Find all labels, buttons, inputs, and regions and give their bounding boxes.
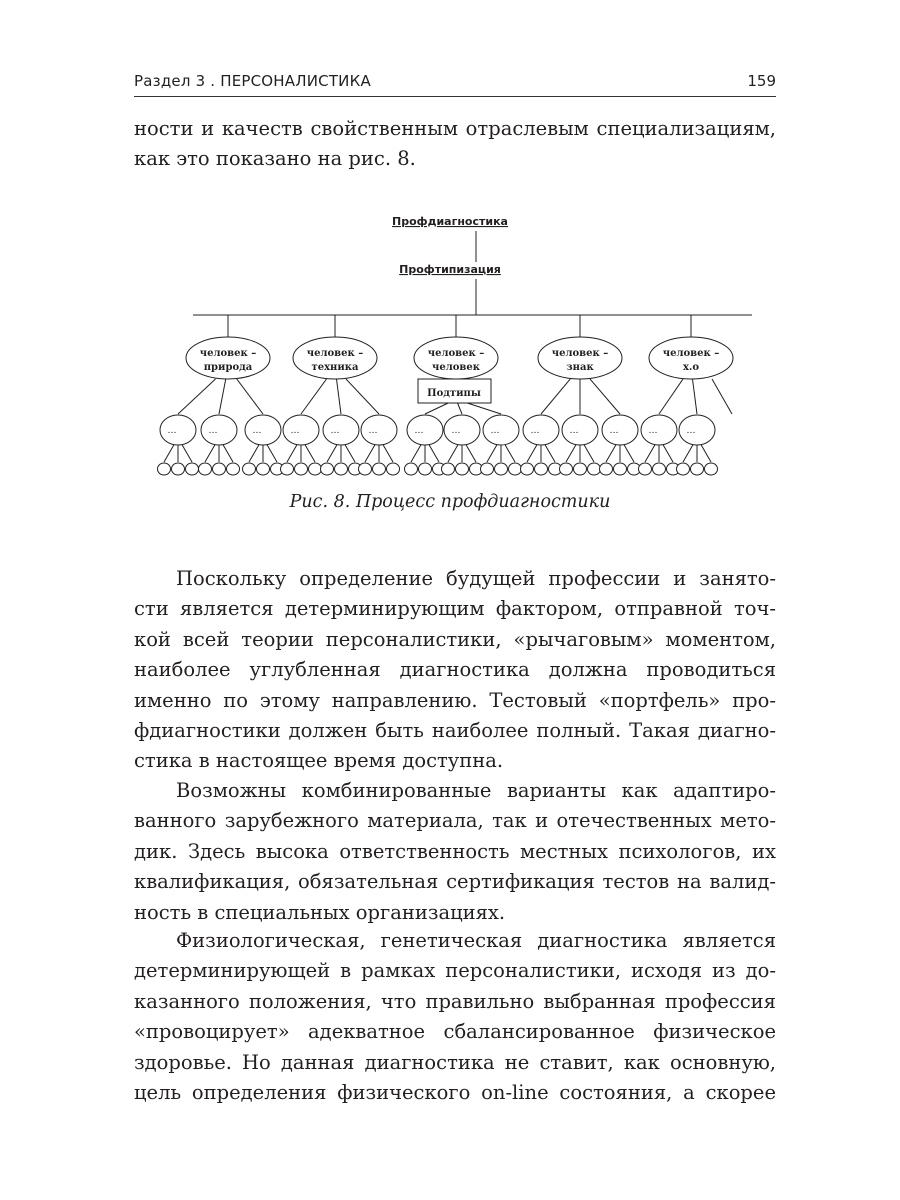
- connector-line: [659, 379, 683, 414]
- connector-line: [590, 379, 620, 414]
- second-label: Профтипизация: [399, 263, 501, 276]
- group-label-line1: человек –: [199, 348, 257, 359]
- text-line: казанного положения, что правильно выбранная профессия: [134, 989, 776, 1013]
- subtype-placeholder: …: [569, 426, 579, 436]
- leaf-node: [509, 463, 522, 475]
- leaf-node: [614, 463, 627, 475]
- leaf-node: [321, 463, 334, 475]
- subtype-node: [562, 415, 598, 445]
- connector-line: [219, 379, 226, 414]
- subtype-placeholder: …: [648, 426, 658, 436]
- connector-line: [693, 379, 698, 414]
- subtype-ellipse: [407, 415, 443, 445]
- subtype-ellipse: [602, 415, 638, 445]
- subtype-node: [483, 415, 519, 445]
- subtype-ellipse: [201, 415, 237, 445]
- subtype-placeholder: …: [167, 426, 177, 436]
- leaf-node: [243, 463, 256, 475]
- subtype-node: [323, 415, 359, 445]
- text-line: Возможны комбинированные варианты как адаптиро-: [176, 779, 776, 802]
- connector-line: [237, 379, 263, 414]
- page-number: 159: [747, 72, 776, 90]
- subtype-node: [523, 415, 559, 445]
- text-line: ность в специальных организациях.: [134, 900, 506, 924]
- paragraph-2: [134, 776, 776, 928]
- subtype-ellipse: [562, 415, 598, 445]
- leaf-node: [387, 463, 400, 475]
- connector-line: [182, 445, 192, 462]
- subtype-placeholder: …: [368, 426, 378, 436]
- connector-line: [249, 445, 259, 462]
- text-line: сти является детерминирующим фактором, отправной точ-: [134, 597, 776, 621]
- connector-line: [337, 379, 342, 414]
- leaf-node: [535, 463, 548, 475]
- leaf-node: [574, 463, 587, 475]
- subtype-node: [245, 415, 281, 445]
- group-node: [649, 337, 733, 379]
- leaf-node: [373, 463, 386, 475]
- group-label-line1: человек –: [427, 348, 485, 359]
- connector-line: [301, 379, 327, 414]
- connector-line: [305, 445, 315, 462]
- connector-line: [624, 445, 634, 462]
- subtype-node: [407, 415, 443, 445]
- subtype-placeholder: …: [208, 426, 218, 436]
- connector-line: [566, 445, 576, 462]
- leaf-node: [639, 463, 652, 475]
- subtype-ellipse: [483, 415, 519, 445]
- group-node: [293, 337, 377, 379]
- group-label-line1: человек –: [551, 348, 609, 359]
- leaf-node: [691, 463, 704, 475]
- text-line: ванного зарубежного материала, так и отечественных мето-: [134, 809, 776, 833]
- subtype-node: [160, 415, 196, 445]
- subtype-placeholder: …: [330, 426, 340, 436]
- connector-line: [487, 445, 497, 462]
- text-line: Поскольку определение будущей профессии и занято-: [176, 567, 776, 590]
- subtype-node: [641, 415, 677, 445]
- leaf-node: [405, 463, 418, 475]
- leaf-node: [257, 463, 270, 475]
- subtype-ellipse: [283, 415, 319, 445]
- connector-line: [466, 445, 476, 462]
- leaf-node: [495, 463, 508, 475]
- text-line: цель определения физического on-line состояния, а скорее: [134, 1081, 776, 1105]
- text-line: квалификация, обязательная сертификация тестов на валид-: [134, 870, 776, 894]
- group-label-line2: природа: [203, 362, 253, 373]
- subtypes-label: Подтипы: [427, 388, 481, 399]
- subtype-placeholder: …: [490, 426, 500, 436]
- connector-line: [527, 445, 537, 462]
- subtypes-box: [418, 379, 491, 403]
- subtype-node: [283, 415, 319, 445]
- leaf-node: [295, 463, 308, 475]
- connector-line: [505, 445, 515, 462]
- subtype-placeholder: …: [609, 426, 619, 436]
- figure-caption: Рис. 8. Процесс профдиагностики: [289, 492, 611, 512]
- group-label-line2: х.о: [682, 362, 700, 373]
- text-line: как это показано на рис. 8.: [134, 147, 416, 171]
- subtype-placeholder: …: [414, 426, 424, 436]
- subtype-ellipse: [361, 415, 397, 445]
- leaf-node: [213, 463, 226, 475]
- text-line: дик. Здесь высока ответственность местных психологов, их: [134, 839, 776, 863]
- leaf-node: [199, 463, 212, 475]
- connector-line: [541, 379, 570, 414]
- leaf-node: [442, 463, 455, 475]
- group-node: [414, 337, 498, 379]
- leaf-node: [172, 463, 185, 475]
- subtype-ellipse: [160, 415, 196, 445]
- profdiagnostics-diagram: [0, 0, 900, 490]
- leaf-node: [335, 463, 348, 475]
- leaf-node: [677, 463, 690, 475]
- leaf-node: [653, 463, 666, 475]
- group-node: [186, 337, 270, 379]
- subtype-ellipse: [245, 415, 281, 445]
- text-line: стика в настоящее время доступна.: [134, 749, 504, 773]
- leaf-node: [600, 463, 613, 475]
- subtype-ellipse: [523, 415, 559, 445]
- subtype-node: [602, 415, 638, 445]
- text-line: детерминирующей в рамках персоналистики, исходя из до-: [134, 959, 776, 983]
- text-line: кой всей теории персоналистики, «рычаговым» моментом,: [134, 627, 776, 651]
- paragraph-1: [134, 564, 776, 777]
- leaf-node: [705, 463, 718, 475]
- leaf-node: [521, 463, 534, 475]
- connector-line: [606, 445, 616, 462]
- section-title: Раздел 3 . ПЕРСОНАЛИСТИКА: [134, 72, 371, 90]
- leaf-node: [158, 463, 171, 475]
- connector-line: [425, 403, 448, 414]
- leaf-node: [359, 463, 372, 475]
- connector-line: [223, 445, 233, 462]
- group-label-line1: человек –: [306, 348, 364, 359]
- connector-line: [701, 445, 711, 462]
- leaf-node: [186, 463, 199, 475]
- text-line: фдиагностики должен быть наиболее полный. Такая диагно-: [134, 719, 776, 743]
- leaf-node: [419, 463, 432, 475]
- subtype-placeholder: …: [290, 426, 300, 436]
- subtype-node: [444, 415, 480, 445]
- connector-line: [365, 445, 375, 462]
- subtype-ellipse: [679, 415, 715, 445]
- connector-line: [458, 403, 463, 414]
- text-line: «провоцирует» адекватное сбалансированное физическое: [134, 1020, 776, 1044]
- top-label: Профдиагностика: [392, 215, 508, 228]
- subtype-ellipse: [444, 415, 480, 445]
- text-line: ности и качеств свойственным отраслевым специализациям,: [134, 117, 776, 140]
- group-label-line1: человек –: [662, 348, 720, 359]
- connector-line: [346, 379, 379, 414]
- subtype-placeholder: …: [530, 426, 540, 436]
- connector-line: [683, 445, 693, 462]
- subtype-node: [361, 415, 397, 445]
- group-label-line2: техника: [311, 362, 359, 373]
- connector-line: [663, 445, 673, 462]
- connector-line: [327, 445, 337, 462]
- subtype-placeholder: …: [686, 426, 696, 436]
- group-label-line2: человек: [432, 362, 480, 373]
- connector-line: [287, 445, 297, 462]
- connector-line: [411, 445, 421, 462]
- text-line: здоровье. Но данная диагностика не ставит, как основную,: [134, 1050, 776, 1074]
- leaf-node: [481, 463, 494, 475]
- text-line: наиболее углубленная диагностика должна проводиться: [134, 658, 776, 682]
- leaf-node: [227, 463, 240, 475]
- subtype-placeholder: …: [451, 426, 461, 436]
- subtype-placeholder: …: [252, 426, 262, 436]
- connector-line: [448, 445, 458, 462]
- subtype-node: [201, 415, 237, 445]
- leaf-node: [560, 463, 573, 475]
- text-line: Физиологическая, генетическая диагностика является: [176, 929, 776, 952]
- connector-line: [205, 445, 215, 462]
- subtype-ellipse: [641, 415, 677, 445]
- connector-line: [429, 445, 439, 462]
- subtype-ellipse: [323, 415, 359, 445]
- connector-line: [584, 445, 594, 462]
- connector-line: [164, 445, 174, 462]
- leaf-node: [456, 463, 469, 475]
- group-label-line2: знак: [566, 362, 594, 373]
- connector-line: [178, 379, 216, 414]
- connector-line: [545, 445, 555, 462]
- text-line: именно по этому направлению. Тестовый «портфель» про-: [134, 688, 776, 712]
- connector-line: [645, 445, 655, 462]
- connector-line: [267, 445, 277, 462]
- leaf-node: [588, 463, 601, 475]
- group-node: [538, 337, 622, 379]
- connector-line: [712, 379, 732, 414]
- connector-line: [383, 445, 393, 462]
- leaf-node: [281, 463, 294, 475]
- paragraph-3: [134, 926, 776, 1108]
- subtype-node: [679, 415, 715, 445]
- connector-line: [467, 403, 501, 414]
- leaf-node: [309, 463, 322, 475]
- connector-line: [345, 445, 355, 462]
